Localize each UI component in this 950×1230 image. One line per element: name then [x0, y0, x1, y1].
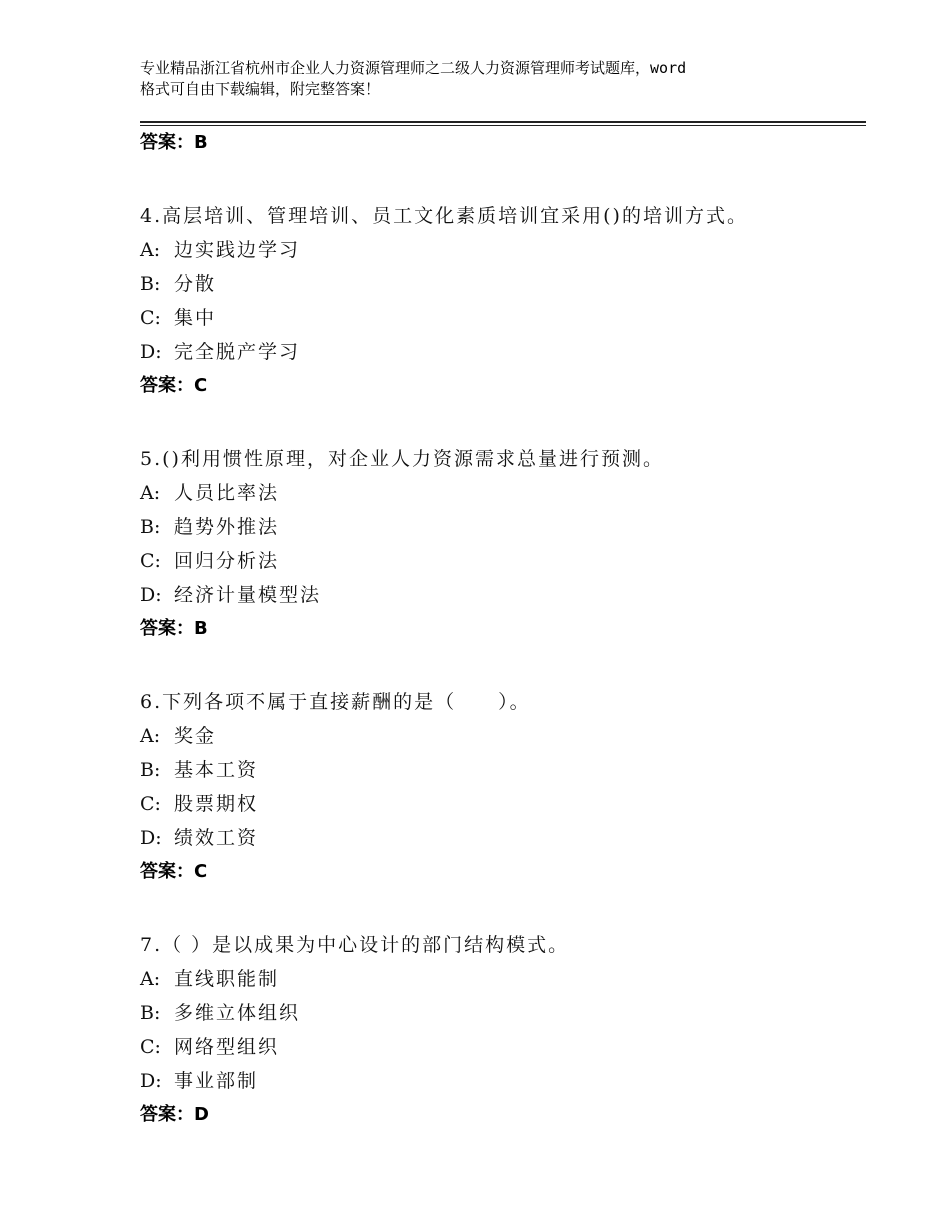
- answer-line: 答案：B: [140, 618, 208, 639]
- option-a: [140, 476, 860, 510]
- option-text: 人员比率法: [174, 482, 280, 504]
- answer-line: 答案：C: [140, 861, 208, 882]
- question-list: [140, 126, 860, 1132]
- header-divider-thick: [140, 121, 866, 123]
- question-stem: 4.高层培训、管理培训、员工文化素质培训宜采用()的培训方式。: [140, 205, 748, 227]
- option-c: [140, 301, 860, 335]
- option-text: 趋势外推法: [174, 516, 280, 538]
- option-text: 边实践边学习: [174, 239, 301, 261]
- question-stem: 6.下列各项不属于直接薪酬的是（ ）。: [140, 691, 531, 713]
- option-text: 股票期权: [174, 793, 259, 815]
- question-block: [140, 199, 860, 403]
- option-text: 绩效工资: [174, 827, 259, 849]
- option-letter: D:: [140, 341, 162, 363]
- option-c: [140, 544, 860, 578]
- option-d: [140, 578, 860, 612]
- answer-line: 答案：C: [140, 375, 208, 396]
- option-a: [140, 719, 860, 753]
- option-text: 经济计量模型法: [174, 584, 322, 606]
- option-a: [140, 962, 860, 996]
- option-b: [140, 996, 860, 1030]
- option-text: 直线职能制: [174, 968, 280, 990]
- option-a: [140, 233, 860, 267]
- option-letter: A:: [140, 482, 161, 504]
- option-letter: B:: [140, 759, 161, 781]
- option-b: [140, 267, 860, 301]
- option-text: 事业部制: [174, 1070, 259, 1092]
- option-b: [140, 510, 860, 544]
- answer-line: 答案：B: [140, 132, 208, 153]
- option-c: [140, 787, 860, 821]
- question-block: [140, 685, 860, 889]
- option-letter: A:: [140, 725, 161, 747]
- option-letter: D:: [140, 827, 162, 849]
- option-text: 基本工资: [174, 759, 259, 781]
- option-d: [140, 821, 860, 855]
- option-text: 多维立体组织: [174, 1002, 301, 1024]
- question-block: [140, 442, 860, 646]
- option-letter: D:: [140, 1070, 162, 1092]
- question-stem: 7.（ ）是以成果为中心设计的部门结构模式。: [140, 934, 570, 956]
- header-line-2: 格式可自由下载编辑，附完整答案！: [140, 80, 381, 98]
- option-text: 完全脱产学习: [174, 341, 301, 363]
- option-text: 集中: [174, 307, 217, 329]
- option-letter: A:: [140, 968, 161, 990]
- option-b: [140, 753, 860, 787]
- option-c: [140, 1030, 860, 1064]
- option-letter: B:: [140, 516, 161, 538]
- answer-line: 答案：D: [140, 1104, 209, 1125]
- question-block: [140, 928, 860, 1132]
- option-letter: C:: [140, 550, 161, 572]
- option-letter: B:: [140, 1002, 161, 1024]
- option-text: 奖金: [174, 725, 217, 747]
- option-letter: C:: [140, 1036, 161, 1058]
- option-letter: C:: [140, 307, 161, 329]
- option-text: 分散: [174, 273, 217, 295]
- option-d: [140, 1064, 860, 1098]
- option-d: [140, 335, 860, 369]
- option-text: 回归分析法: [174, 550, 280, 572]
- question-stem: 5.()利用惯性原理，对企业人力资源需求总量进行预测。: [140, 448, 664, 470]
- option-text: 网络型组织: [174, 1036, 280, 1058]
- header-line-1: 专业精品浙江省杭州市企业人力资源管理师之二级人力资源管理师考试题库，word: [140, 59, 687, 77]
- option-letter: C:: [140, 793, 161, 815]
- option-letter: D:: [140, 584, 162, 606]
- option-letter: B:: [140, 273, 161, 295]
- option-letter: A:: [140, 239, 161, 261]
- document-header: [140, 58, 830, 100]
